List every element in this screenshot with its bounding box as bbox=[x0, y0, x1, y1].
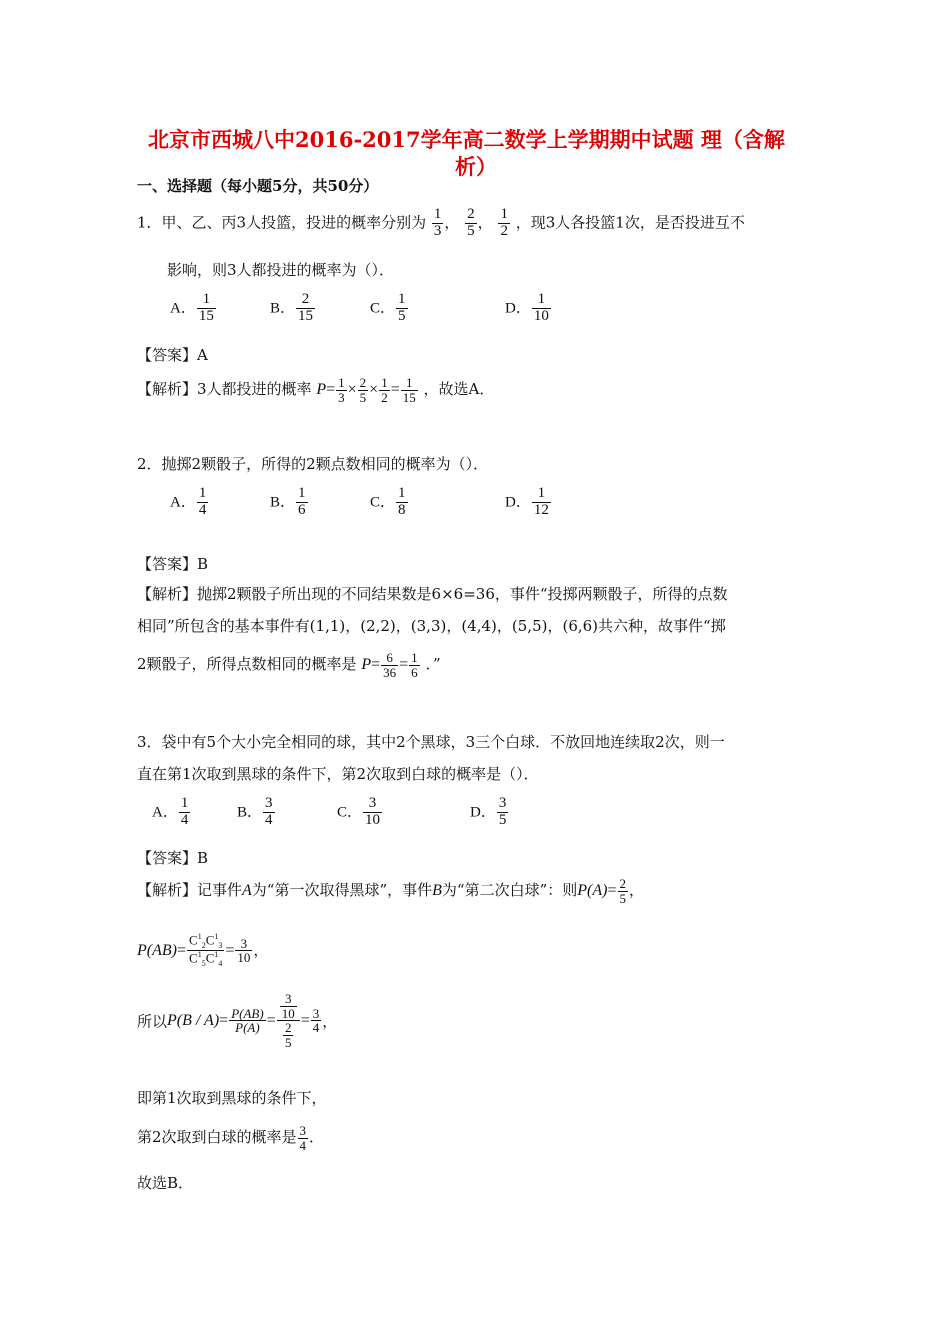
q3-pab-frac: $\frac{3}{10}$ bbox=[237, 935, 251, 966]
q3-line-b bbox=[137, 1124, 324, 1152]
q3-answer: 【答案】B bbox=[137, 849, 209, 867]
q2-analysis-eq2: = bbox=[399, 656, 409, 674]
q2-analysis-line2: 相同”所包含的基本事件有(1,1)，(2,2)，(3,3)，(4,4)，(5,5)，(6,6)共六种，故事件“掷 bbox=[137, 617, 726, 635]
q3-analysis-prefix: 【解析】记事件 bbox=[137, 881, 243, 900]
q1-analysis-frac-3: $\frac{1}{2}$ bbox=[381, 375, 388, 405]
section-heading: 一、选择题（每小题5分，共50分） bbox=[137, 177, 379, 195]
q3-option-a: A． $\frac{1}{4}$ bbox=[152, 795, 189, 828]
q2-option-d: D． $\frac{1}{12}$ bbox=[505, 485, 549, 518]
q1-analysis-times-1: × bbox=[347, 381, 357, 399]
q1-analysis-times-2: × bbox=[369, 381, 379, 399]
q2-analysis-line1: 【解析】抛掷2颗骰子所出现的不同结果数是6×6=36，事件“投掷两颗骰子，所得的点数 bbox=[137, 585, 728, 603]
page-title-line1: 北京市西城八中2016-2017学年高二数学上学期期中试题 理（含解 bbox=[148, 127, 785, 152]
q2-option-a: A． $\frac{1}{4}$ bbox=[170, 485, 207, 518]
q1-option-a: A． $\frac{1}{15}$ bbox=[170, 291, 214, 324]
q1-analysis-prefix: 【解析】3人都投进的概率 bbox=[137, 380, 312, 399]
question-3-line2: 直在第1次取到黑球的条件下，第2次取到白球的概率是（）． bbox=[137, 765, 539, 783]
q3-analysis-mid2: 为“第二次白球”：则 bbox=[441, 881, 578, 900]
q3-option-c: C． $\frac{3}{10}$ bbox=[337, 795, 381, 828]
q3-line-b-frac: $\frac{3}{4}$ bbox=[299, 1123, 307, 1153]
q3-analysis-pab bbox=[137, 933, 268, 969]
q1-analysis-p: P bbox=[316, 381, 327, 399]
q1-prob-2: $\frac{2}{5}$ bbox=[467, 206, 475, 239]
q3-option-d: D． $\frac{3}{5}$ bbox=[470, 795, 507, 828]
q3-pab-eq2: = bbox=[225, 941, 235, 959]
q3-analysis-a: A bbox=[242, 882, 252, 900]
q1-analysis bbox=[137, 376, 494, 404]
q3-line-b-suffix: ． bbox=[309, 1128, 325, 1147]
q2-analysis-line3-prefix: 2颗骰子，所得点数相同的概率是 bbox=[137, 655, 357, 674]
question-1-line2: 影响，则3人都投进的概率为（）． bbox=[167, 261, 395, 279]
q3-pba-result-frac: $\frac{3}{4}$ bbox=[312, 1005, 320, 1036]
q3-pba-comma: ， bbox=[322, 1012, 338, 1031]
q3-analysis-conditional bbox=[137, 992, 337, 1050]
q3-pab-comma: ， bbox=[253, 940, 269, 959]
q3-pab-combination-frac: $\frac{C^1_2C^1_3}{C^1_5C^1_4}$ bbox=[189, 932, 223, 969]
q3-pba-eq3: = bbox=[300, 1011, 310, 1029]
q1-option-d: D． $\frac{1}{10}$ bbox=[505, 291, 549, 324]
q2-analysis-frac-2: $\frac{1}{6}$ bbox=[411, 650, 418, 680]
q3-analysis-mid1: 为“第一次取得黑球”，事件 bbox=[251, 881, 433, 900]
q3-analysis-b: B bbox=[432, 882, 442, 900]
q3-analysis-pa-frac: $\frac{2}{5}$ bbox=[619, 876, 626, 906]
q1-analysis-suffix: ，故选A． bbox=[423, 380, 495, 399]
q2-option-c: C． $\frac{1}{8}$ bbox=[370, 485, 406, 518]
q1-prob-1: $\frac{1}{3}$ bbox=[433, 206, 442, 239]
question-1-text-b: ，现3人各投篮1次，是否投进互不 bbox=[515, 213, 745, 232]
q3-line-a: 即第1次取到黑球的条件下， bbox=[137, 1089, 327, 1107]
q1-analysis-eq2: = bbox=[390, 381, 400, 399]
question-1-text-a: 1．甲、乙、丙3人投篮，投进的概率分别为 bbox=[137, 213, 427, 232]
q3-pba-ratio-frac: $\frac{P(AB)}{P(A)}$ bbox=[231, 1005, 264, 1036]
q3-pab-label: P(AB) bbox=[137, 941, 177, 959]
q3-analysis-eq-pa: = bbox=[607, 882, 617, 900]
q1-sep-1: ， bbox=[444, 213, 460, 232]
page-title-line2: 析） bbox=[455, 154, 497, 179]
question-1 bbox=[137, 207, 745, 240]
q1-answer: 【答案】A bbox=[137, 346, 208, 364]
q3-pab-eq1: = bbox=[176, 941, 187, 959]
q1-analysis-frac-2: $\frac{2}{5}$ bbox=[359, 375, 367, 405]
q3-option-b: B． $\frac{3}{4}$ bbox=[237, 795, 273, 828]
q3-line-c: 故选B． bbox=[137, 1174, 194, 1192]
q3-analysis-comma-1: ， bbox=[629, 881, 645, 900]
q1-option-c: C． $\frac{1}{5}$ bbox=[370, 291, 406, 324]
question-3-line1: 3．袋中有5个大小完全相同的球，其中2个黑球，3三个白球．不放回地连续取2次，则一 bbox=[137, 733, 725, 751]
q2-answer: 【答案】B bbox=[137, 555, 209, 573]
q3-pba-eq2: = bbox=[266, 1011, 276, 1029]
q3-so-prefix: 所以 bbox=[137, 1012, 168, 1031]
q1-option-b: B． $\frac{2}{15}$ bbox=[270, 291, 314, 324]
question-2: 2．抛掷2颗骰子，所得的2颗点数相同的概率为（）． bbox=[137, 455, 489, 473]
q2-analysis-p: P bbox=[361, 656, 372, 674]
q1-analysis-frac-4: $\frac{1}{15}$ bbox=[402, 375, 416, 405]
q3-analysis-line1 bbox=[137, 877, 644, 905]
q2-option-b: B． $\frac{1}{6}$ bbox=[270, 485, 306, 518]
q3-pba-nested-frac: $\frac{\frac{3}{10}}{\frac{2}{5}}$ bbox=[277, 992, 300, 1050]
q3-analysis-pa: P(A) bbox=[577, 882, 608, 900]
q2-analysis-frac-1: $\frac{6}{36}$ bbox=[383, 650, 397, 680]
q3-pba-label: P(B / A) bbox=[167, 1011, 220, 1029]
q3-line-b-prefix: 第2次取到白球的概率是 bbox=[137, 1128, 297, 1147]
q2-analysis-eq1: = bbox=[371, 656, 381, 674]
q3-pba-eq1: = bbox=[219, 1011, 229, 1029]
q1-analysis-frac-1: $\frac{1}{3}$ bbox=[338, 375, 345, 405]
q1-analysis-eq1: = bbox=[326, 381, 336, 399]
q1-sep-2: ， bbox=[477, 213, 493, 232]
q1-prob-3: $\frac{1}{2}$ bbox=[500, 206, 508, 239]
q2-analysis-line3-suffix: ．” bbox=[425, 655, 441, 674]
q2-analysis-line3 bbox=[137, 651, 441, 679]
